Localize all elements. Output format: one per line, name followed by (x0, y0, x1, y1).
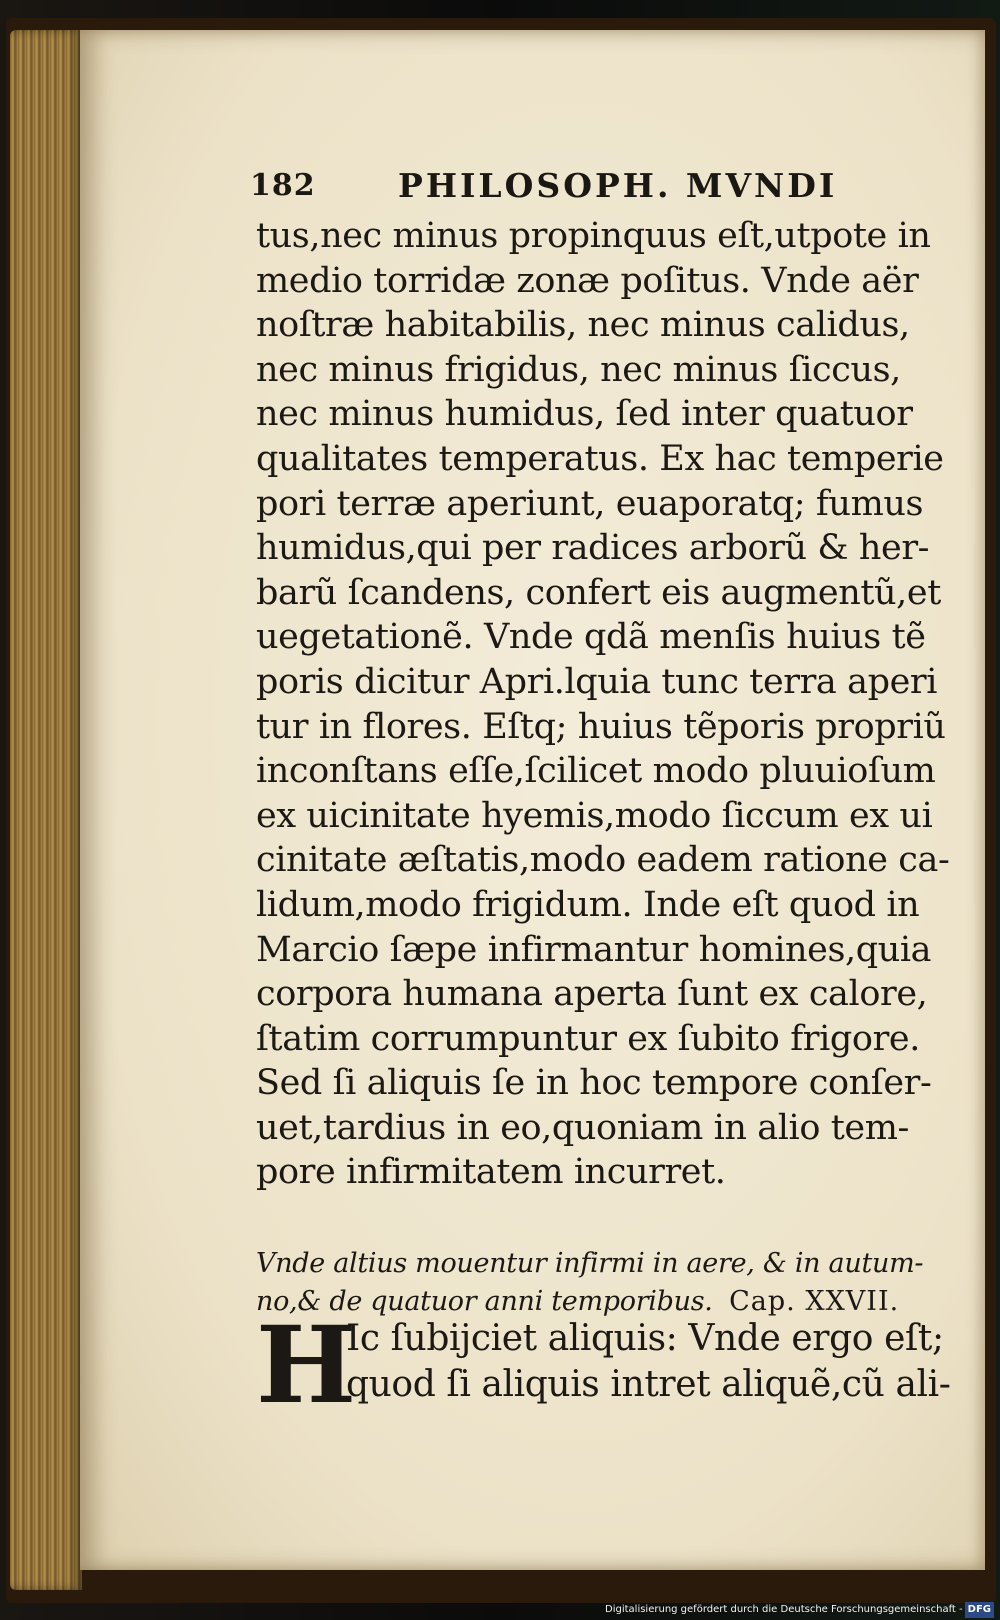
text-line: uegetationẽ. Vnde qdã menſis huius tẽ (256, 617, 926, 658)
text-line: tur in flores. Eſtq; huius tẽporis propriũ (256, 706, 946, 747)
dfg-logo: DFG (965, 1602, 994, 1618)
text-line: barũ ſcandens, confert eis augmentũ,et (256, 572, 941, 613)
text-line: nec minus frigidus, nec minus ſiccus, (256, 349, 901, 390)
text-line: qualitates temperatus. Ex hac temperie (256, 438, 944, 479)
text-line: ex uicinitate hyemis,modo ſiccum ex ui (256, 795, 933, 836)
text-line: lidum,modo frigidum. Inde eſt quod in (256, 884, 920, 925)
digitization-credit (605, 1602, 994, 1618)
text-line: pore infirmitatem incurret. (256, 1152, 726, 1193)
chapter-heading-text: no,& de quatuor anni temporibus. (256, 1286, 713, 1317)
text-line: nec minus humidus, ſed inter quatuor (256, 394, 913, 435)
text-line: pori terræ aperiunt, euaporatq; fumus (256, 483, 924, 524)
text-line: medio torridæ zonæ poſitus. Vnde aër (256, 260, 919, 301)
running-head (250, 160, 930, 210)
text-line: uet,tardius in eo,quoniam in alio tem- (256, 1107, 909, 1148)
chapter-opening (256, 1302, 951, 1427)
running-title: PHILOSOPH. MVNDI (398, 166, 838, 205)
chapter-heading (256, 1245, 936, 1321)
chapter-heading-line-2 (256, 1283, 936, 1321)
text-line: poris dicitur Apri.lquia tunc terra aperi (256, 661, 938, 702)
text-line: noſtræ habitabilis, nec minus calidus, (256, 305, 910, 346)
text-line: ſtatim corrumpuntur ex ſubito frigore. (256, 1018, 920, 1059)
text-line: cinitate æſtatis,modo eadem ratione ca- (256, 840, 950, 881)
credit-text: Digitalisierung gefördert durch die Deutsche Forschungsgemeinschaft - (605, 1604, 963, 1615)
chapter-heading-line-1: Vnde altius mouentur infirmi in aere, & in autum- (256, 1248, 924, 1279)
drop-initial: H (256, 1302, 357, 1427)
text-line: corpora humana aperta ſunt ex calore, (256, 974, 928, 1015)
text-line: inconſtans eſſe,ſcilicet modo pluuioſum (256, 751, 936, 792)
text-line: tus,nec minus propinquus eſt,utpote in (256, 216, 931, 256)
text-line: humidus,qui per radices arborũ & her- (256, 528, 930, 569)
opening-line-1: Ic ſubijciet aliquis: Vnde ergo eſt; (346, 1318, 944, 1359)
page-edges (10, 30, 82, 1590)
body-text (256, 214, 950, 1195)
chapter-label: Cap. XXVII. (729, 1286, 900, 1317)
opening-line-2: quod ſi aliquis intret aliquẽ,cũ ali- (346, 1364, 951, 1405)
page-number: 182 (250, 168, 316, 203)
text-line: Marcio ſæpe infirmantur homines,quia (256, 929, 932, 970)
text-line: Sed ſi aliquis ſe in hoc tempore conſer- (256, 1063, 932, 1104)
